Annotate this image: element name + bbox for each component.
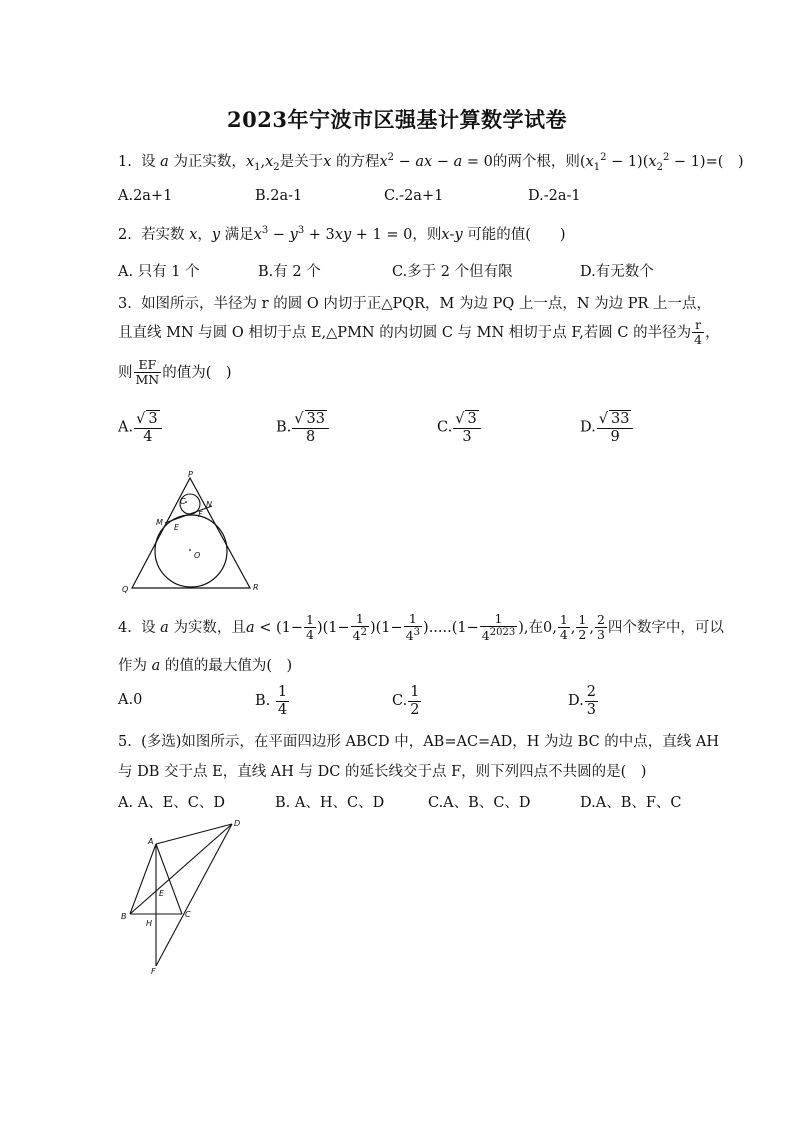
question-3-line-2: 且直线 MN 与圆 O 相切于点 E,△PMN 的内切圆 C 与 MN 相切于点 F,若圆 C 的半径为 $\frac{r}{4}$ ， (118, 317, 720, 348)
q5-option-c: C.A、B、C、D (428, 795, 531, 811)
question-5-line-1: 5. (多选)如图所示，在平面四边形 ABCD 中，AB=AC=AD，H 为边 BC 的中点，直线 AH (118, 734, 720, 750)
question-3-line-3: 则 $\frac{EF}{MN}$ 的值为( ) (118, 357, 232, 388)
q5-option-a: A. A、E、C、D (118, 795, 225, 811)
q1-option-c: C.-2a+1 (384, 188, 444, 204)
label-h: H (146, 919, 153, 928)
question-4-line-2: 作为 a 的值的最大值为( ) (118, 658, 293, 674)
question-2: 2. 若实数 x，y 满足$x^3 - y^3 + 3xy + 1 = 0$，则x-y 可能的值( ) (118, 225, 566, 243)
q3-option-b: B. $\frac{√ 33}{8}$ (276, 410, 330, 445)
triangle-incircle-figure (118, 468, 268, 596)
question-5-line-2: 与 DB 交于点 E，直线 AH 与 DC 的延长线交于点 F，则下列四点不共圆的是( ) (118, 764, 647, 780)
q4-option-d: D. $\frac{2}{3}$ (568, 684, 596, 718)
label-c5: C (185, 910, 191, 919)
q2-option-c: C.多于 2 个但有限 (392, 264, 513, 280)
q5-option-b: B. A、H、C、D (275, 795, 385, 811)
q3-option-a: A. $\frac{√ 3}{4}$ (118, 410, 163, 445)
label-f: F (198, 510, 203, 519)
label-q: Q (122, 585, 129, 594)
q2-option-a: A. 只有 1 个 (118, 264, 200, 280)
q4-option-b: B. $\frac{1}{4}$ (255, 684, 288, 718)
q1-option-d: D.-2a-1 (528, 188, 581, 204)
label-e5: E (159, 889, 165, 898)
label-o: O (194, 551, 201, 560)
label-e: E (174, 523, 180, 532)
question-1: 1. 设 a 为正实数，$x_1,x_2$是关于x 的方程$x^2$ − ax − a = 0的两个根，则$(x_1^2 - 1)(x_2^2 - 1)=$( ) (118, 152, 744, 173)
q2-option-d: D.有无数个 (580, 264, 654, 280)
q3-option-d: D. $\frac{√ 33}{9}$ (580, 410, 634, 445)
q5-option-d: D.A、B、F、C (580, 795, 682, 811)
q3-option-c: C. $\frac{√ 3}{3}$ (437, 410, 482, 445)
page-title: 2023年宁波市区强基计算数学试卷 (227, 107, 567, 132)
question-3-line-1: 3. 如图所示，半径为 r 的圆 O 内切于正△PQR，M 为边 PQ 上一点，N 为边 PR 上一点， (118, 296, 712, 312)
label-c: C (180, 497, 186, 506)
q4-option-c: C. $\frac{1}{2}$ (392, 684, 420, 718)
circle-o (155, 515, 227, 587)
quadrilateral-figure (118, 816, 248, 978)
q2-option-b: B.有 2 个 (258, 264, 321, 280)
line-mn (165, 506, 212, 523)
fraction-ef-over-mn: $\frac{EF}{MN}$ (135, 357, 160, 388)
question-4-line-1: 4. 设 a 为实数，且a < (1− $\frac{1}{4}$ )(1− $\frac{1}{4^2}$ )(1− $\frac{1}{4^3}$ ).....(1− $\frac{1}{4^{2023}}$ ),在0, $\frac{1}{4}$ , $\frac{1}{2}$ , $\frac{2}{3}$ 四个数字中，可以 (118, 611, 724, 644)
label-b: B (121, 912, 127, 921)
label-f5: F (151, 967, 156, 976)
q1-option-a: A.2a+1 (118, 188, 173, 204)
q4-option-a: A.0 (118, 692, 143, 708)
label-d: D (234, 819, 241, 828)
label-n: N (206, 500, 212, 509)
segment-df (156, 824, 232, 966)
label-r: R (253, 583, 259, 592)
segment-ab (130, 844, 156, 914)
q1-option-b: B.2a-1 (255, 188, 303, 204)
label-p: P (188, 470, 193, 479)
label-a: A (148, 837, 154, 846)
label-m: M (156, 518, 163, 527)
fraction-r-over-4: $\frac{r}{4}$ (694, 317, 703, 348)
